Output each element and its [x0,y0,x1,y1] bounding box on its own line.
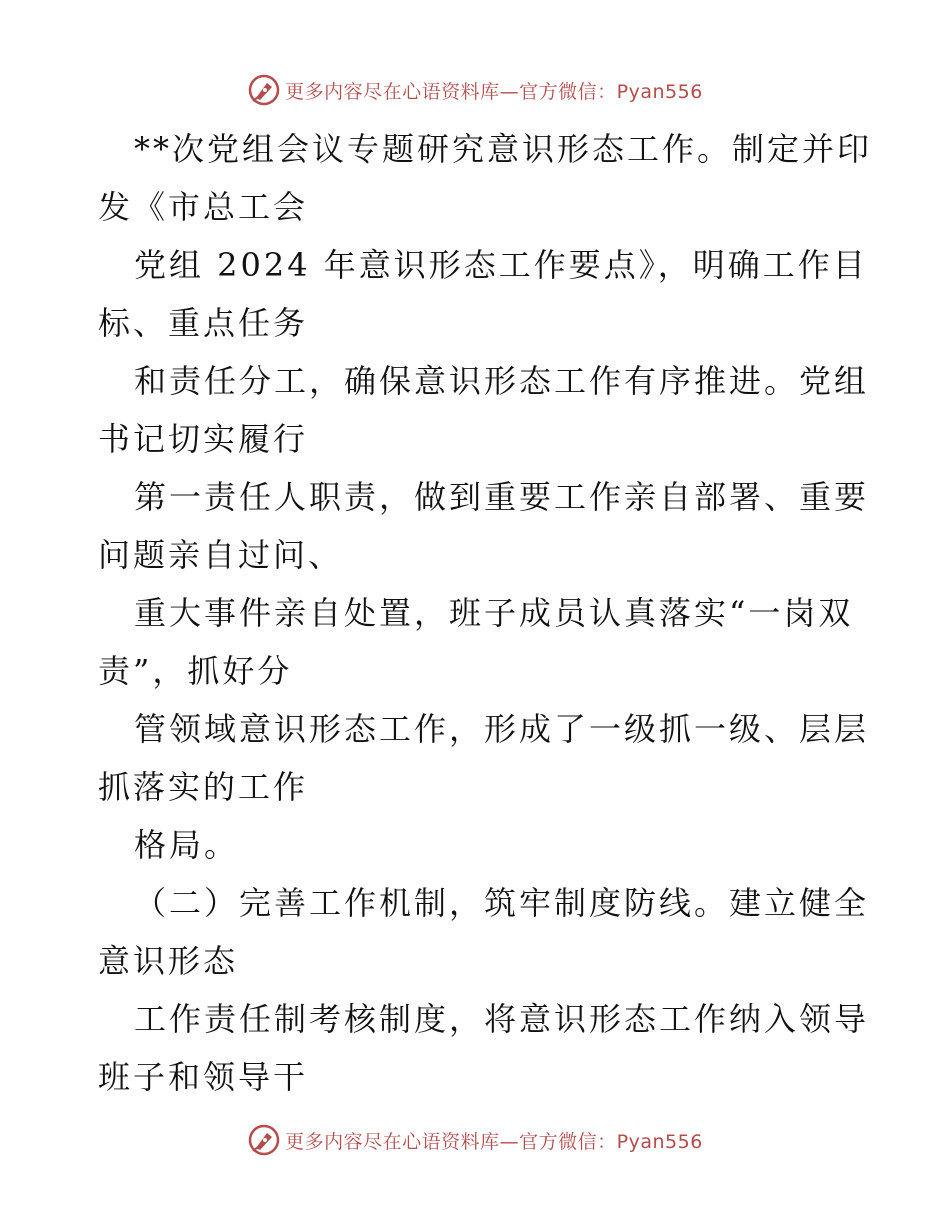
text-line: 班子和领导干 [98,1058,309,1096]
text-line: 格局。 [134,826,240,864]
header-watermark [0,72,950,108]
text-line: 标、重点任务 [98,304,309,342]
text-line: 书记切实履行 [98,420,309,458]
text-line: 党组 2024 年意识形态工作要点》，明确工作目 [134,246,868,284]
footer-watermark [0,1122,950,1158]
pen-nib-circle-logo-icon [247,73,281,107]
text-line: 抓落实的工作 [98,768,309,806]
text-line: 发《市总工会 [98,188,309,226]
text-line: 和责任分工，确保意识形态工作有序推进。党组 [134,362,870,400]
text-line: （二）完善工作机制，筑牢制度防线。建立健全 [134,884,870,922]
document-body [98,120,873,1106]
text-line: 责”，抓好分 [98,652,293,690]
text-line: 重大事件亲自处置，班子成员认真落实“一岗双 [134,594,854,632]
text-line: 问题亲自过问、 [98,536,344,574]
watermark-text: 更多内容尽在心语资料库—官方微信：Pyan556 [285,1130,703,1153]
text-line: 工作责任制考核制度，将意识形态工作纳入领导 [134,1000,870,1038]
text-line: 意识形态 [98,942,239,980]
watermark-text: 更多内容尽在心语资料库—官方微信：Pyan556 [285,80,703,103]
text-line: 管领域意识形态工作，形成了一级抓一级、层层 [134,710,870,748]
text-line: **次党组会议专题研究意识形态工作。制定并印 [134,130,873,168]
text-line: 第一责任人职责，做到重要工作亲自部署、重要 [134,478,870,516]
pen-nib-circle-logo-icon [247,1123,281,1157]
